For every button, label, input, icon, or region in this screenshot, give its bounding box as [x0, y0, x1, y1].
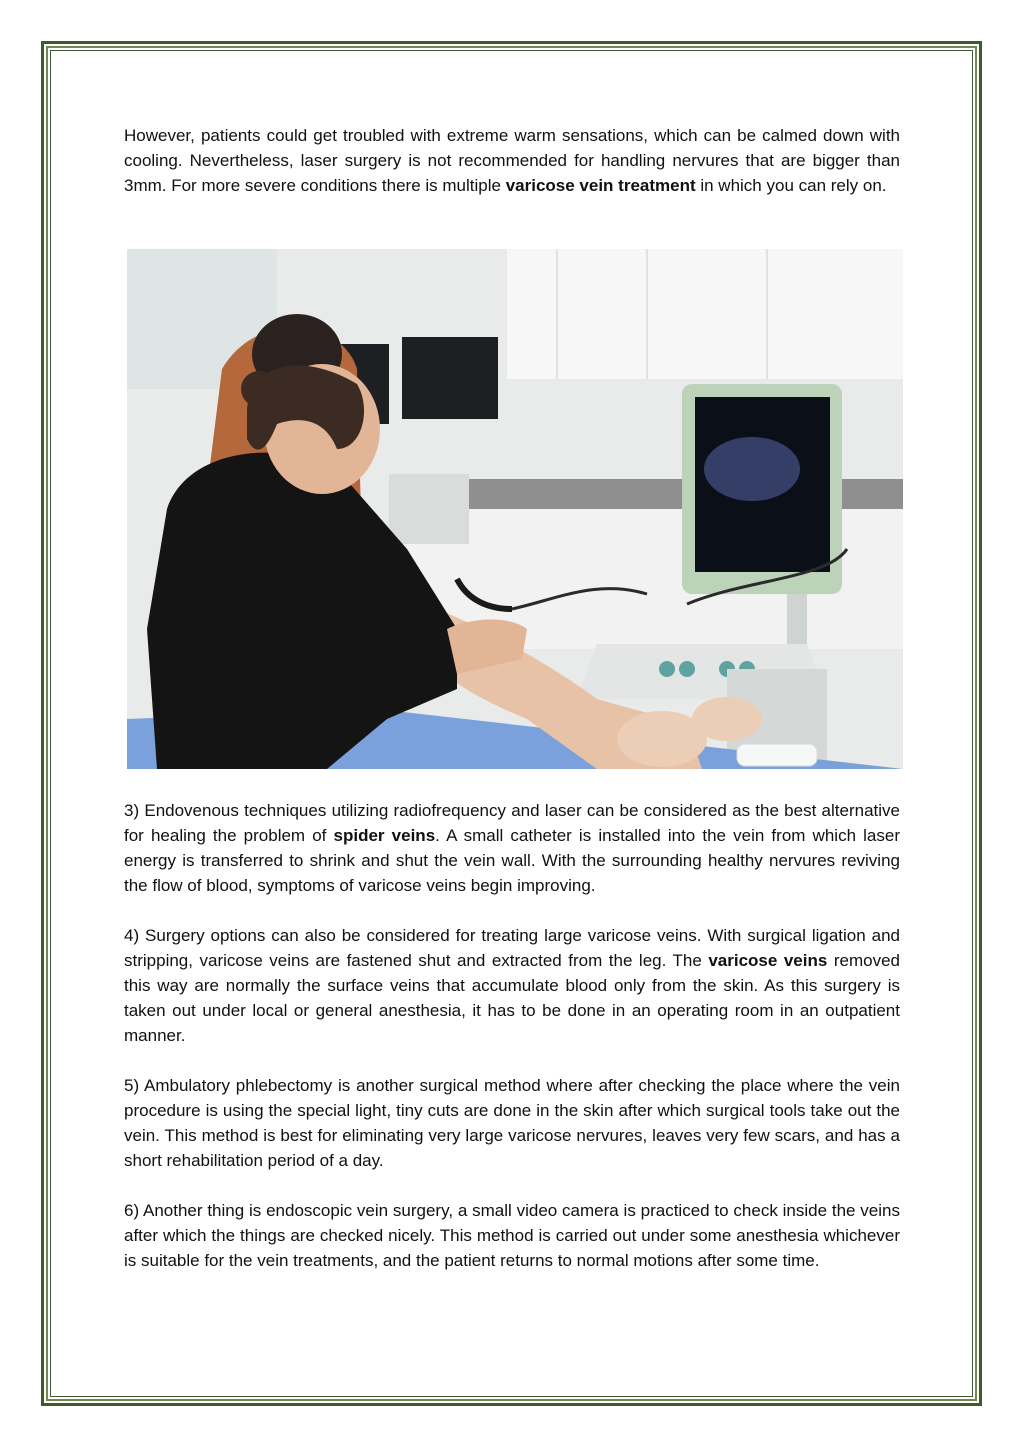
paragraph-text: . A small catheter is installed into the vein from which laser energy is transferred to shrink and shut the vein wall. With the surrounding healthy nervures reviving the flow of blood, symptoms of varicose veins begin improving. [124, 826, 900, 895]
paragraph-laser-surgery [124, 123, 900, 198]
paragraph-text: removed this way are normally the surface veins that accumulate blood only from the skin. As this surgery is taken out under local or general anesthesia, it has to be done in an operating room in an outpatient manner. [124, 951, 900, 1045]
bold-keyword-spider-veins: spider veins [333, 826, 436, 845]
paragraph-text: However, patients could get troubled with extreme warm sensations, which can be calmed down with cooling. Nevertheless, laser surgery is not recommended for handling nervures that are bigger than 3mm. For more severe conditions there is multiple [124, 126, 900, 195]
bold-keyword-varicose-veins: varicose veins [708, 951, 828, 970]
ultrasound-image [704, 437, 800, 501]
wall-dispenser [389, 474, 469, 544]
wall-monitor-right [402, 337, 498, 419]
clinician-hair-bun [241, 371, 277, 407]
paragraph-surgery-options [124, 923, 900, 1048]
paragraph-text: in which you can rely on. [695, 176, 887, 195]
paragraph-ambulatory-phlebectomy: 5) Ambulatory phlebectomy is another surgical method where after checking the place where the vein procedure is using the special light, tiny cuts are done in the skin after which surgical tools take out the vein. This method is best for eliminating very large varicose nervures, leaves very few scars, and has a short rehabilitation period of a day. [124, 1076, 900, 1170]
patient-foot-second [692, 697, 762, 741]
ultrasound-photo-illustration [127, 249, 903, 769]
gel-bottle [737, 744, 817, 766]
paragraph-text: 3) Endovenous techniques utilizing radiofrequency and laser can be considered as the best alternative for healing the problem of [124, 801, 900, 845]
paragraph-endovenous-techniques [124, 798, 900, 898]
paragraph-text: 4) Surgery options can also be considered for treating large varicose veins. With surgical ligation and stripping, varicose veins are fastened shut and extracted from the leg. The [124, 926, 900, 970]
upper-cabinets [507, 249, 903, 379]
bold-keyword-varicose-vein-treatment: varicose vein treatment [505, 176, 696, 195]
ultrasound-photo [127, 249, 903, 769]
paragraph-endoscopic-vein-surgery: 6) Another thing is endoscopic vein surgery, a small video camera is practiced to check inside the veins after which the things are checked nicely. This method is carried out under some anesthesia whichever is suitable for the vein treatments, and the patient returns to normal motions after some time. [124, 1201, 900, 1270]
